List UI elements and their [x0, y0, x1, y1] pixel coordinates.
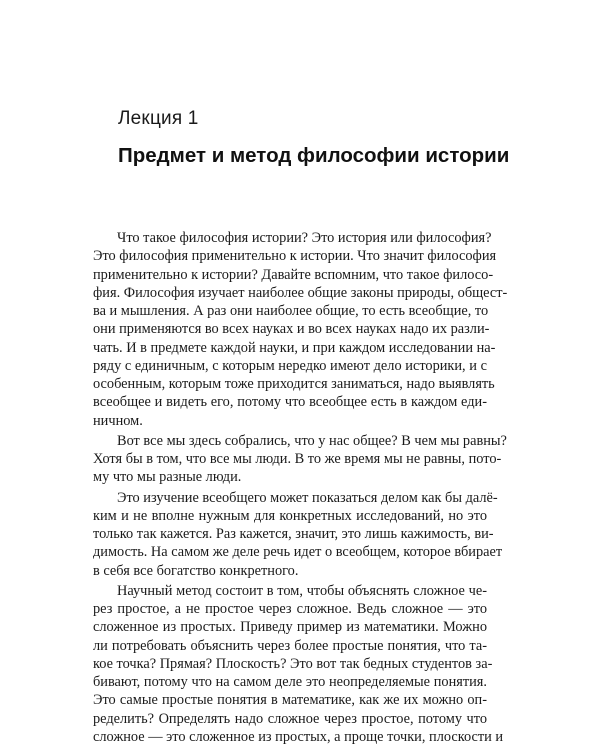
text-line: всеобщее и видеть его, потому что всеобщее есть в каждом еди- [93, 394, 487, 411]
text-line: Хотя бы в том, что все мы люди. В то же время мы не равны, пото- [93, 451, 502, 467]
text-line: ничном. [93, 412, 143, 429]
text-line: ряду с единичным, с которым нередко имеют дело историки, и с [93, 357, 487, 374]
text-line: ределить? Определять надо сложное через простое, потому что [93, 710, 487, 727]
text-line: Это изучение всеобщего может показаться делом как бы далё- [117, 489, 498, 506]
text-line: димость. На самом же деле речь идет о всеобщем, которое вбирает [93, 544, 503, 561]
text-line: фия. Философия изучает наиболее общие законы природы, общест- [93, 284, 508, 301]
text-line: они применяются во всех науках и во всех науках надо их разли- [93, 321, 490, 338]
text-line: Что такое философия истории? Это история или философия? [117, 230, 492, 246]
text-line: Вот все мы здесь собрались, что у нас общее? В чем мы равны? [117, 432, 507, 449]
text-line: кое точка? Прямая? Плоскость? Это вот так бедных студентов за- [93, 655, 493, 672]
text-line: ким и не вполне нужным для конкретных исследований, но это [93, 507, 487, 524]
text-line: Это самые простые понятия в математике, как же их можно оп- [93, 692, 487, 709]
text-line: рез простое, а не простое через сложное. Ведь сложное — это [93, 601, 487, 617]
lecture-number: Лекция 1 [118, 108, 199, 129]
text-line: чать. И в предмете каждой науки, и при каждом исследовании на- [93, 339, 496, 356]
body-text [93, 229, 508, 746]
text-line: Научный метод состоит в том, чтобы объяснять сложное че- [117, 582, 487, 599]
text-line: применительно к истории? Давайте вспомним, что такое филосо- [93, 266, 494, 283]
chapter-title: Предмет и метод философии истории [118, 144, 510, 167]
text-line: му что мы разные люди. [93, 469, 242, 486]
text-line: бивают, потому что на самом деле это неопределяемые понятия. [93, 674, 487, 690]
text-line: в себя все богатство конкретного. [93, 562, 299, 579]
text-line: Это философия применительно к истории. Что значит философия [93, 248, 497, 265]
text-line: особенным, которым тоже приходится заниматься, надо выявлять [93, 376, 495, 392]
text-line: ли потребовать объяснить через более простые понятия, что та- [93, 637, 487, 654]
text-line: только так кажется. Раз кажется, значит, это лишь кажимость, ви- [93, 526, 494, 542]
text-line: сложное — это сложенное из простых, а проще точки, плоскости и [93, 728, 504, 745]
text-line: сложенное из простых. Приведу пример из математики. Можно [93, 619, 487, 636]
text-line: ва и мышления. А раз они наиболее общие, то есть всеобщие, то [93, 303, 489, 319]
